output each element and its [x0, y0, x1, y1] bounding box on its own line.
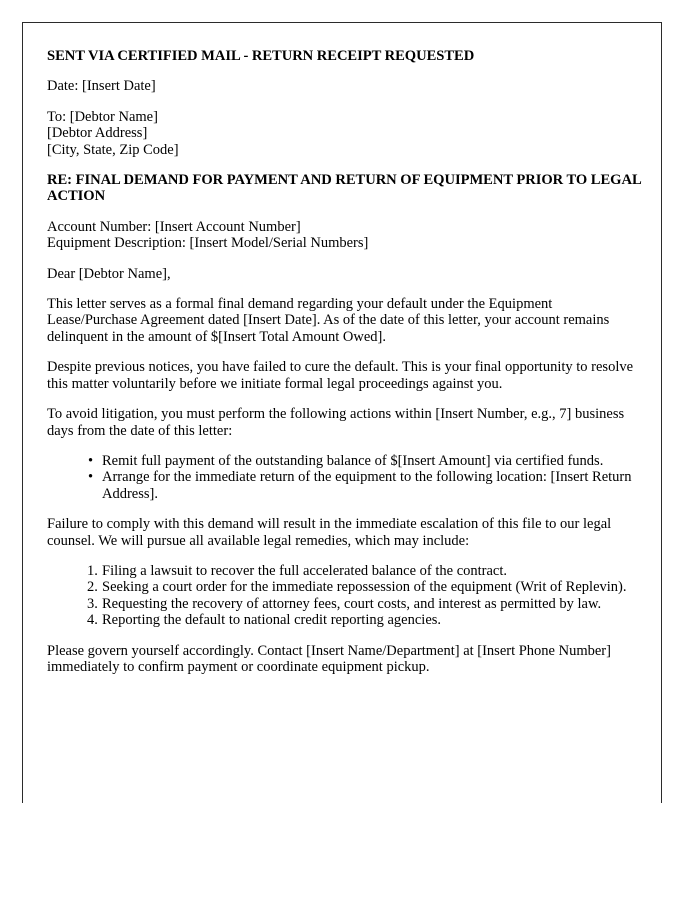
recipient-address-line: [Debtor Address]	[47, 125, 148, 142]
recipient-city-state-zip-line: [City, State, Zip Code]	[47, 141, 179, 158]
list-item: • Remit full payment of the outstanding balance of $[Insert Amount] via certified funds.	[88, 453, 641, 469]
paragraph-default-notice: This letter serves as a formal final demand regarding your default under the Equipment Lease/Purchase Agreement dated [Insert Date]. As of the date of this letter, your account remains delinquent in the amount of $[Insert Total Amount Owed].	[47, 296, 610, 345]
recipient-address-block	[47, 109, 641, 158]
recipient-name-line: To: [Debtor Name]	[47, 108, 158, 125]
equipment-description-line: Equipment Description: [Insert Model/Serial Numbers]	[47, 235, 369, 252]
closing-paragraph: Please govern yourself accordingly. Contact [Insert Name/Department] at [Insert Phone Number] immediately to confirm payment or coordinate equipment pickup.	[47, 642, 611, 675]
list-item: Requesting the recovery of attorney fees, court costs, and interest as permitted by law.	[102, 595, 602, 612]
re-subject-heading: RE: FINAL DEMAND FOR PAYMENT AND RETURN OF EQUIPMENT PRIOR TO LEGAL ACTION	[47, 172, 641, 205]
paragraph-final-opportunity: Despite previous notices, you have failed to cure the default. This is your final opportunity to resolve this matter voluntarily before we initiate formal legal proceedings against you.	[47, 359, 634, 392]
list-item: • Arrange for the immediate return of the equipment to the following location: [Insert Return Address].	[88, 469, 641, 502]
list-item: Filing a lawsuit to recover the full accelerated balance of the contract.	[102, 562, 508, 579]
salutation: Dear [Debtor Name],	[47, 265, 171, 282]
list-item: Seeking a court order for the immediate repossession of the equipment (Writ of Replevin).	[102, 579, 627, 596]
document-page	[22, 22, 662, 803]
account-number-line: Account Number: [Insert Account Number]	[47, 218, 301, 235]
date-line: Date: [Insert Date]	[47, 78, 156, 95]
paragraph-required-actions-intro: To avoid litigation, you must perform the following actions within [Insert Number, e.g., 7] business days from the date of this letter:	[47, 406, 625, 439]
document-body	[47, 48, 641, 689]
paragraph-failure-to-comply: Failure to comply with this demand will result in the immediate escalation of this file to our legal counsel. We will pursue all available legal remedies, which may include:	[47, 516, 612, 549]
certified-mail-heading: SENT VIA CERTIFIED MAIL - RETURN RECEIPT REQUESTED	[47, 48, 475, 64]
list-item: Reporting the default to national credit reporting agencies.	[102, 612, 442, 629]
account-details-block	[47, 219, 641, 252]
legal-remedies-list	[47, 563, 641, 629]
required-actions-list	[47, 453, 641, 502]
